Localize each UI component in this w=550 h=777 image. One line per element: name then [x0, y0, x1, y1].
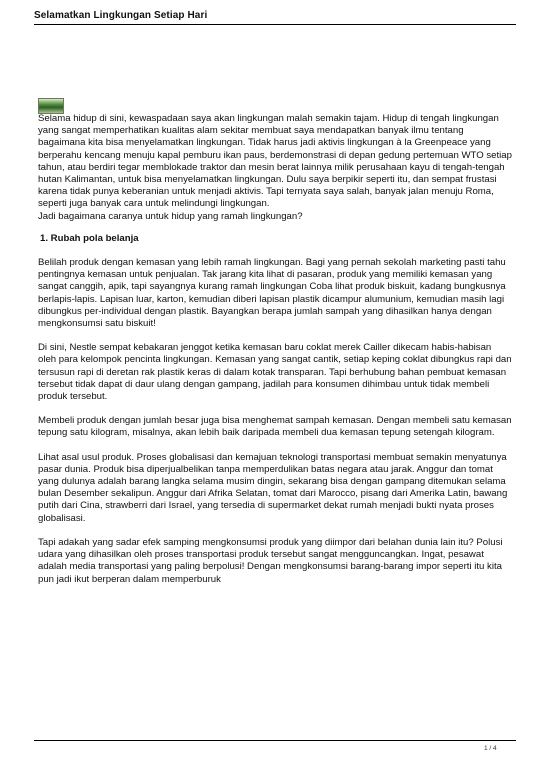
body-paragraph: Lihat asal usul produk. Proses globalisasi dan kemajuan teknologi transportasi membuat semakin menyatunya pasar dunia. Produk bisa diperjualbelikan tanpa memperdulikan batas negara atau jarak. Anggur dan tomat yang dulunya adalah barang langka selama musim dingin, sekarang bisa dengan gampang ditemukan selama bulan Desember sekalipun. Anggur dari Afrika Selatan, tomat dari Marocco, pisang dari Amerika Latin, bawang putih dari Cina, strawberri dari Israel, yang tersedia di supermarket dekat rumah menjadi bukti nyata proses globalisasi.	[38, 451, 508, 524]
section-heading: 1. Rubah pola belanja	[40, 232, 139, 244]
footer-divider	[34, 740, 516, 741]
article-body	[38, 113, 512, 598]
intro-paragraph	[38, 113, 512, 223]
body-paragraph: Belilah produk dengan kemasan yang lebih ramah lingkungan. Bagi yang pernah sekolah marketing pasti tahu pentingnya kemasan untuk penjualan. Tak jarang kita lihat di pasaran, produk yang memiliki kemasan yang sangat canggih, apik, tapi sayangnya kurang ramah lingkungan Coba lihat produk biskuit, kadang bungkusnya berlapis-lapis. Lapisan luar, karton, kemudian diberi lapisan plastik dicampur alumunium, kemudian masih lagi dibungkus per-individual dengan plastik. Bayangkan berapa jumlah sampah yang dihasilkan hanya dengan mengkonsumsi satu biskuit!	[38, 257, 506, 330]
intro-question: Jadi bagaimana caranya untuk hidup yang ramah lingkungan?	[38, 210, 303, 222]
body-paragraph: Membeli produk dengan jumlah besar juga bisa menghemat sampah kemasan. Dengan membeli satu kemasan tepung satu kilogram, misalnya, akan lebih baik daripada membeli dua kemasan tepung setengah kilogram.	[38, 415, 512, 439]
body-paragraph: Di sini, Nestle sempat kebakaran jenggot ketika kemasan baru coklat merek Cailler dikecam habis-habisan oleh para kelompok pencinta lingkungan. Kemasan yang sangat cantik, setiap keping coklat dibungkus rapi dan tersusun rapi di deretan rak plastik keras di dalam kotak transparan. Tapi berhubung bahan pembuat kemasan tersebut tidak dapat di daur ulang dengan gampang, jadilah para konsumen dihimbau untuk tidak membeli produk tersebut.	[38, 342, 512, 403]
intro-text: Selama hidup di sini, kewaspadaan saya akan lingkungan malah semakin tajam. Hidup di tengah lingkungan yang sangat memperhatikan kualitas alam sekitar membuat saya mendapatkan banyak ilmu tentang bagaimana kita bisa menyelamatkan lingkungan. Tidak harus jadi aktivis lingkungan à la Greenpeace yang berperahu kencang menuju kapal pemburu ikan paus, berdemonstrasi di depan gedung pertemuan WTO setiap tahun, atau berdiri tegar memblokade traktor dan mesin berat lainnya milik perusahaan kayu di tengah-tengah hutan Kalimantan, untuk bisa menyelamatkan lingkungan. Dulu saya berpikir seperti itu, dan sempat frustasi karena tidak punya keberanian untuk menjadi aktivis. Tapi ternyata saya salah, banyak jalan menuju Roma, seperti juga banyak cara untuk melindungi lingkungan.	[38, 113, 512, 210]
page-header-title: Selamatkan Lingkungan Setiap Hari	[34, 10, 516, 25]
page-number: 1 / 4	[484, 745, 497, 752]
body-paragraph: Tapi adakah yang sadar efek samping mengkonsumsi produk yang diimpor dari belahan dunia lain itu? Polusi udara yang dihasilkan oleh proses transportasi produk tersebut sangat mengguncangkan. Ingat, pesawat adalah media transportasi yang paling berpolusi! Dengan mengkonsumsi barang-barang impor seperti itu kita pun jadi ikut berperan dalam memperburuk	[38, 536, 503, 585]
article-thumbnail-image	[38, 98, 64, 114]
